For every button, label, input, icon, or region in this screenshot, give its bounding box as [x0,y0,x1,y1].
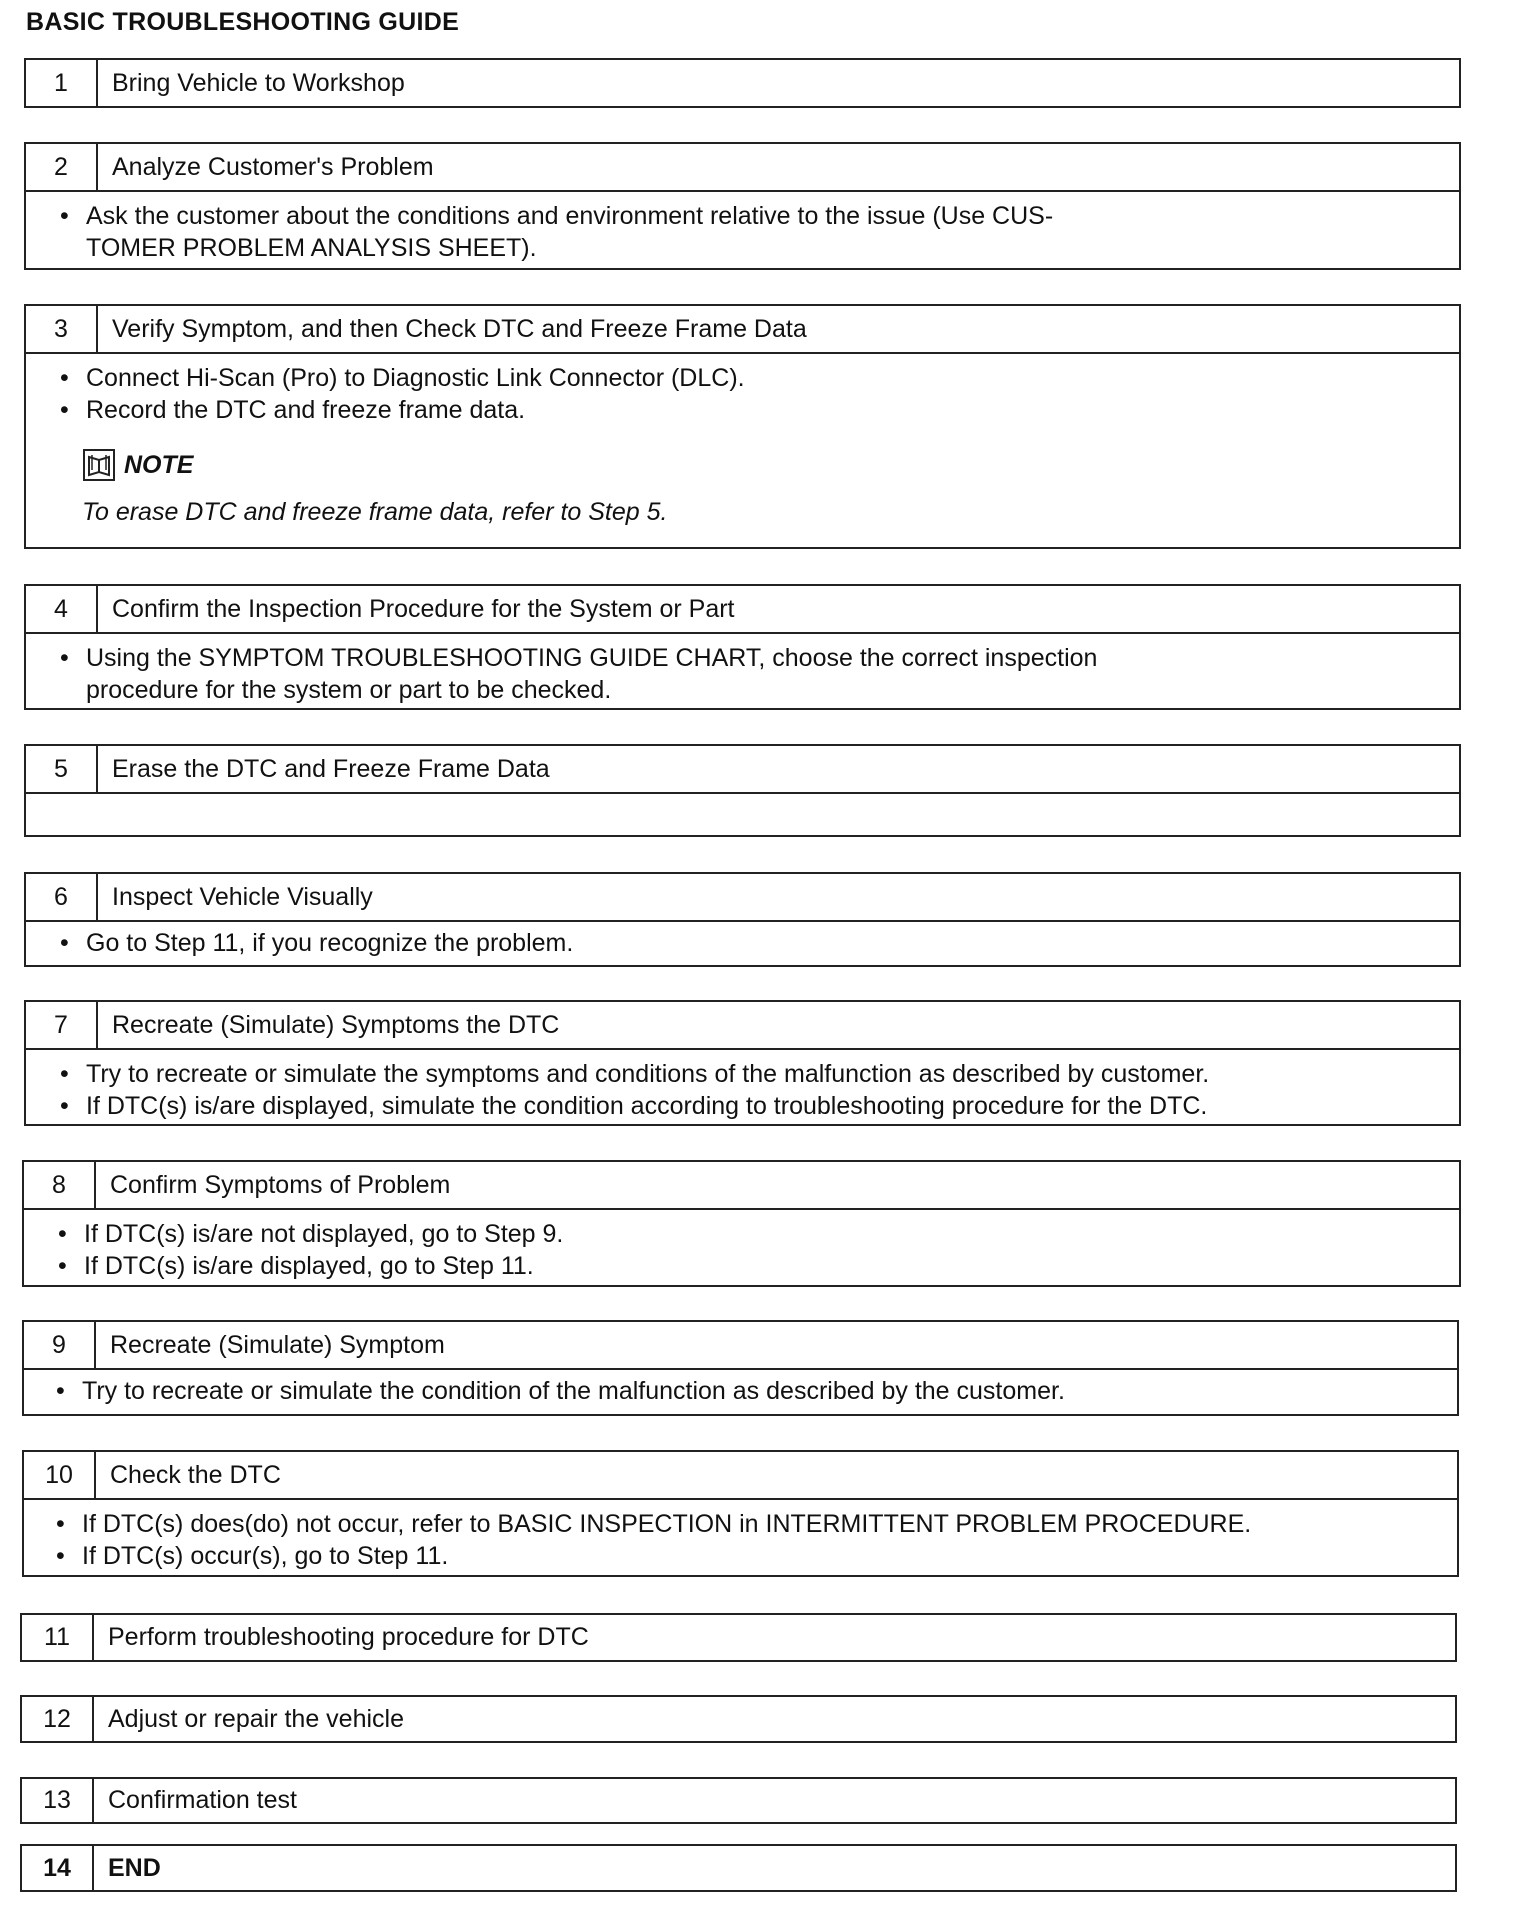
list-item: • Record the DTC and freeze frame data. [54,394,1445,426]
step-title: Recreate (Simulate) Symptoms the DTC [112,1010,560,1039]
step-header [22,1615,1455,1660]
step-number: 5 [26,746,98,792]
list-item: • Go to Step 11, if you recognize the problem. [54,927,1445,959]
list-item: • Connect Hi-Scan (Pro) to Diagnostic Link Connector (DLC). [54,362,1445,394]
step-title: Confirm Symptoms of Problem [110,1170,451,1199]
step-title: Bring Vehicle to Workshop [112,68,405,97]
page-title: BASIC TROUBLESHOOTING GUIDE [26,8,460,36]
note-box [54,448,1445,528]
bullet-list [54,1058,1445,1122]
step-5 [24,744,1461,837]
step-number: 11 [22,1615,94,1660]
step-number: 3 [26,306,98,352]
step-10 [22,1450,1459,1577]
step-number: 8 [24,1162,96,1208]
step-title: Verify Symptom, and then Check DTC and Freeze Frame Data [112,314,807,343]
step-header [26,306,1459,352]
list-item: • Try to recreate or simulate the symptoms and conditions of the malfunction as described by customer. [54,1058,1445,1090]
step-number: 9 [24,1322,96,1368]
bullet-list [50,1508,1443,1572]
step-number: 2 [26,144,98,190]
step-header [22,1779,1455,1822]
note-label: NOTE [124,451,194,479]
note-header [82,448,1445,482]
step-header [22,1697,1455,1741]
step-body [26,632,1459,712]
step-11 [20,1613,1457,1662]
step-header [26,874,1459,920]
list-item: • If DTC(s) does(do) not occur, refer to BASIC INSPECTION in INTERMITTENT PROBLEM PROCEDURE. [50,1508,1443,1540]
list-item: • Using the SYMPTOM TROUBLESHOOTING GUIDE CHART, choose the correct inspection procedure for the system or part to be checked. [54,642,1445,706]
step-title: Recreate (Simulate) Symptom [110,1330,445,1359]
step-header [26,60,1459,106]
step-8 [22,1160,1461,1287]
step-number: 4 [26,586,98,632]
step-title: END [108,1853,161,1882]
step-6 [24,872,1461,967]
step-title: Confirm the Inspection Procedure for the System or Part [112,594,735,623]
step-title: Adjust or repair the vehicle [108,1704,404,1733]
step-14 [20,1844,1457,1892]
book-icon [82,448,116,482]
step-header [26,586,1459,632]
list-item: • Try to recreate or simulate the condition of the malfunction as described by the customer. [50,1375,1443,1407]
note-text: To erase DTC and freeze frame data, refer to Step 5. [82,498,668,526]
step-body [26,920,1459,965]
step-number: 1 [26,60,98,106]
step-body [24,1208,1459,1288]
step-header [26,144,1459,190]
step-body [24,1368,1457,1413]
step-title: Inspect Vehicle Visually [112,882,373,911]
step-number: 6 [26,874,98,920]
step-header [24,1452,1457,1498]
step-title: Confirmation test [108,1786,297,1814]
step-7 [24,1000,1461,1126]
step-header [24,1322,1457,1368]
step-9 [22,1320,1459,1416]
step-title: Erase the DTC and Freeze Frame Data [112,754,550,783]
step-header [26,1002,1459,1048]
step-1 [24,58,1461,108]
step-12 [20,1695,1457,1743]
step-2 [24,142,1461,270]
bullet-list [54,362,1445,426]
step-header [26,746,1459,792]
list-item: • If DTC(s) is/are displayed, go to Step 11. [52,1250,1445,1282]
bullet-list [52,1218,1445,1282]
step-body [26,1048,1459,1128]
step-number: 7 [26,1002,98,1048]
step-body [26,190,1459,270]
step-body [24,1498,1457,1578]
step-number: 10 [24,1452,96,1498]
bullet-list [54,642,1445,706]
list-item: • Ask the customer about the conditions and environment relative to the issue (Use CUS- TOMER PROBLEM ANALYSIS SHEET). [54,200,1445,264]
bullet-list [54,200,1445,264]
bullet-list [50,1375,1443,1407]
step-title: Analyze Customer's Problem [112,152,434,181]
step-body [26,792,1459,837]
step-13 [20,1777,1457,1824]
step-title: Check the DTC [110,1460,281,1489]
step-body [26,352,1459,534]
step-title: Perform troubleshooting procedure for DTC [108,1623,589,1651]
list-item: • If DTC(s) is/are displayed, simulate the condition according to troubleshooting procedure for the DTC. [54,1090,1445,1122]
step-number: 12 [22,1697,94,1741]
step-4 [24,584,1461,710]
step-header [22,1846,1455,1890]
step-3 [24,304,1461,549]
bullet-list [54,927,1445,959]
step-number: 13 [22,1779,94,1822]
list-item: • If DTC(s) occur(s), go to Step 11. [50,1540,1443,1572]
step-header [24,1162,1459,1208]
step-number: 14 [22,1846,94,1890]
list-item: • If DTC(s) is/are not displayed, go to Step 9. [52,1218,1445,1250]
